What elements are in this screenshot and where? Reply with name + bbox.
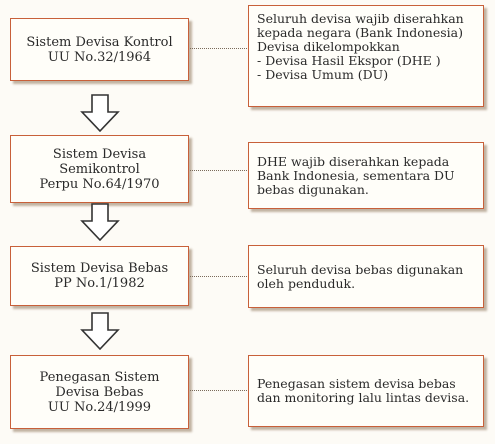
down-arrow-icon bbox=[80, 94, 120, 132]
system-box-3 bbox=[10, 246, 189, 306]
system-line: Devisa Bebas bbox=[55, 384, 144, 400]
system-line: Perpu No.64/1970 bbox=[39, 176, 160, 192]
connector-line-4 bbox=[190, 390, 247, 391]
description-line: Seluruh devisa bebas digunakan bbox=[257, 261, 464, 277]
description-line: Devisa dikelompokkan bbox=[257, 39, 400, 54]
system-line: Penegasan Sistem bbox=[39, 369, 160, 385]
description-line: kepada negara (Bank Indonesia) bbox=[257, 25, 463, 40]
description-line: oleh penduduk. bbox=[257, 275, 356, 291]
description-line: DHE wajib diserahkan kepada bbox=[257, 153, 450, 169]
description-line: Bank Indonesia, sementara DU bbox=[257, 167, 455, 183]
connector-line-2 bbox=[190, 170, 247, 171]
description-line: - Devisa Hasil Ekspor (DHE ) bbox=[257, 53, 441, 68]
system-box-2 bbox=[10, 135, 189, 203]
description-line: dan monitoring lalu lintas devisa. bbox=[257, 390, 470, 405]
system-line: Sistem Devisa Kontrol bbox=[26, 34, 173, 50]
system-line: PP No.1/1982 bbox=[54, 276, 145, 291]
system-line: UU No.32/1964 bbox=[47, 49, 152, 65]
system-line: Semikontrol bbox=[59, 161, 140, 177]
description-line: Seluruh devisa wajib diserahkan bbox=[257, 11, 464, 26]
system-line: Sistem Devisa Bebas bbox=[30, 261, 169, 276]
connector-line-3 bbox=[190, 276, 247, 277]
description-line: Penegasan sistem devisa bebas bbox=[257, 376, 456, 391]
system-box-1 bbox=[10, 18, 189, 81]
connector-line-1 bbox=[190, 48, 247, 49]
description-box-2 bbox=[248, 142, 484, 209]
system-line: UU No.24/1999 bbox=[47, 399, 152, 415]
down-arrow-icon bbox=[80, 203, 120, 241]
system-box-4 bbox=[10, 355, 189, 429]
description-box-3 bbox=[248, 245, 484, 308]
system-line: Sistem Devisa bbox=[52, 146, 147, 162]
down-arrow-icon bbox=[80, 312, 120, 350]
description-box-4 bbox=[248, 355, 484, 427]
description-box-1 bbox=[248, 5, 484, 107]
description-line: bebas digunakan. bbox=[257, 181, 369, 197]
description-line: - Devisa Umum (DU) bbox=[257, 67, 389, 82]
